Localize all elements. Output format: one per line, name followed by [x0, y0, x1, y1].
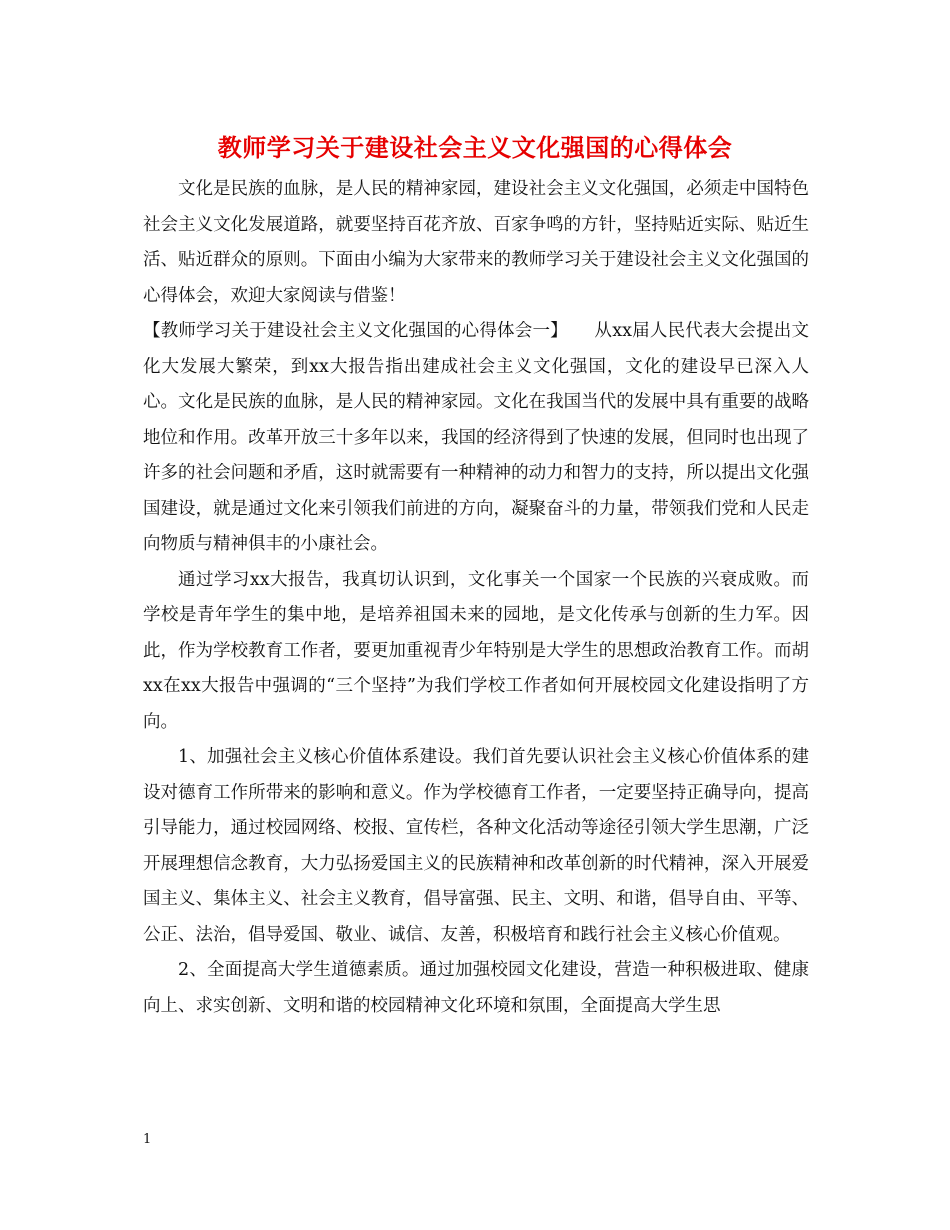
core-values-paragraph: 1、加强社会主义核心价值体系建设。我们首先要认识社会主义核心价值体系的建设对德育工作所带来的影响和意义。作为学校德育工作者，一定要坚持正确导向，提高引导能力，通过校园网络、校报、宣传栏，各种文化活动等途径引领大学生思潮，广泛开展理想信念教育，大力弘扬爱国主义的民族精神和改革创新的时代精神，深入开展爱国主义、集体主义、社会主义教育，倡导富强、民主、文明、和谐，倡导自由、平等、公正、法治，倡导爱国、敬业、诚信、友善，积极培育和践行社会主义核心价值观。: [143, 747, 809, 945]
document-body: [143, 172, 809, 1024]
moral-quality-paragraph: 2、全面提高大学生道德素质。通过加强校园文化建设，营造一种积极进取、健康向上、求实创新、文明和谐的校园精神文化环境和氛围，全面提高大学生思: [143, 960, 809, 1016]
study-report-paragraph: 通过学习xx大报告，我真切认识到，文化事关一个国家一个民族的兴衰成败。而学校是青年学生的集中地，是培养祖国未来的园地，是文化传承与创新的生力军。因此，作为学校教育工作者，要更加重视青少年特别是大学生的思想政治教育工作。而胡xx在xx大报告中强调的“三个坚持”为我们学校工作者如何开展校园文化建设指明了方向。: [143, 569, 809, 732]
page-number: 1: [143, 1132, 152, 1147]
intro-paragraph: 文化是民族的血脉，是人民的精神家园，建设社会主义文化强国，必须走中国特色社会主义文化发展道路，就要坚持百花齐放、百家争鸣的方针，坚持贴近实际、贴近生活、贴近群众的原则。下面由小编为大家带来的教师学习关于建设社会主义文化强国的心得体会，欢迎大家阅读与借鉴！: [143, 179, 809, 306]
document-title: 教师学习关于建设社会主义文化强国的心得体会: [217, 133, 733, 162]
section-one-paragraph: 【教师学习关于建设社会主义文化强国的心得体会一】 从xx届人民代表大会提出文化大发展大繁荣，到xx大报告指出建成社会主义文化强国，文化的建设早已深入人心。文化是民族的血脉，是人民的精神家园。文化在我国当代的发展中具有重要的战略地位和作用。改革开放三十多年以来，我国的经济得到了快速的发展，但同时也出现了许多的社会问题和矛盾，这时就需要有一种精神的动力和智力的支持，所以提出文化强国建设，就是通过文化来引领我们前进的方向，凝聚奋斗的力量，带领我们党和人民走向物质与精神俱丰的小康社会。: [143, 321, 809, 554]
